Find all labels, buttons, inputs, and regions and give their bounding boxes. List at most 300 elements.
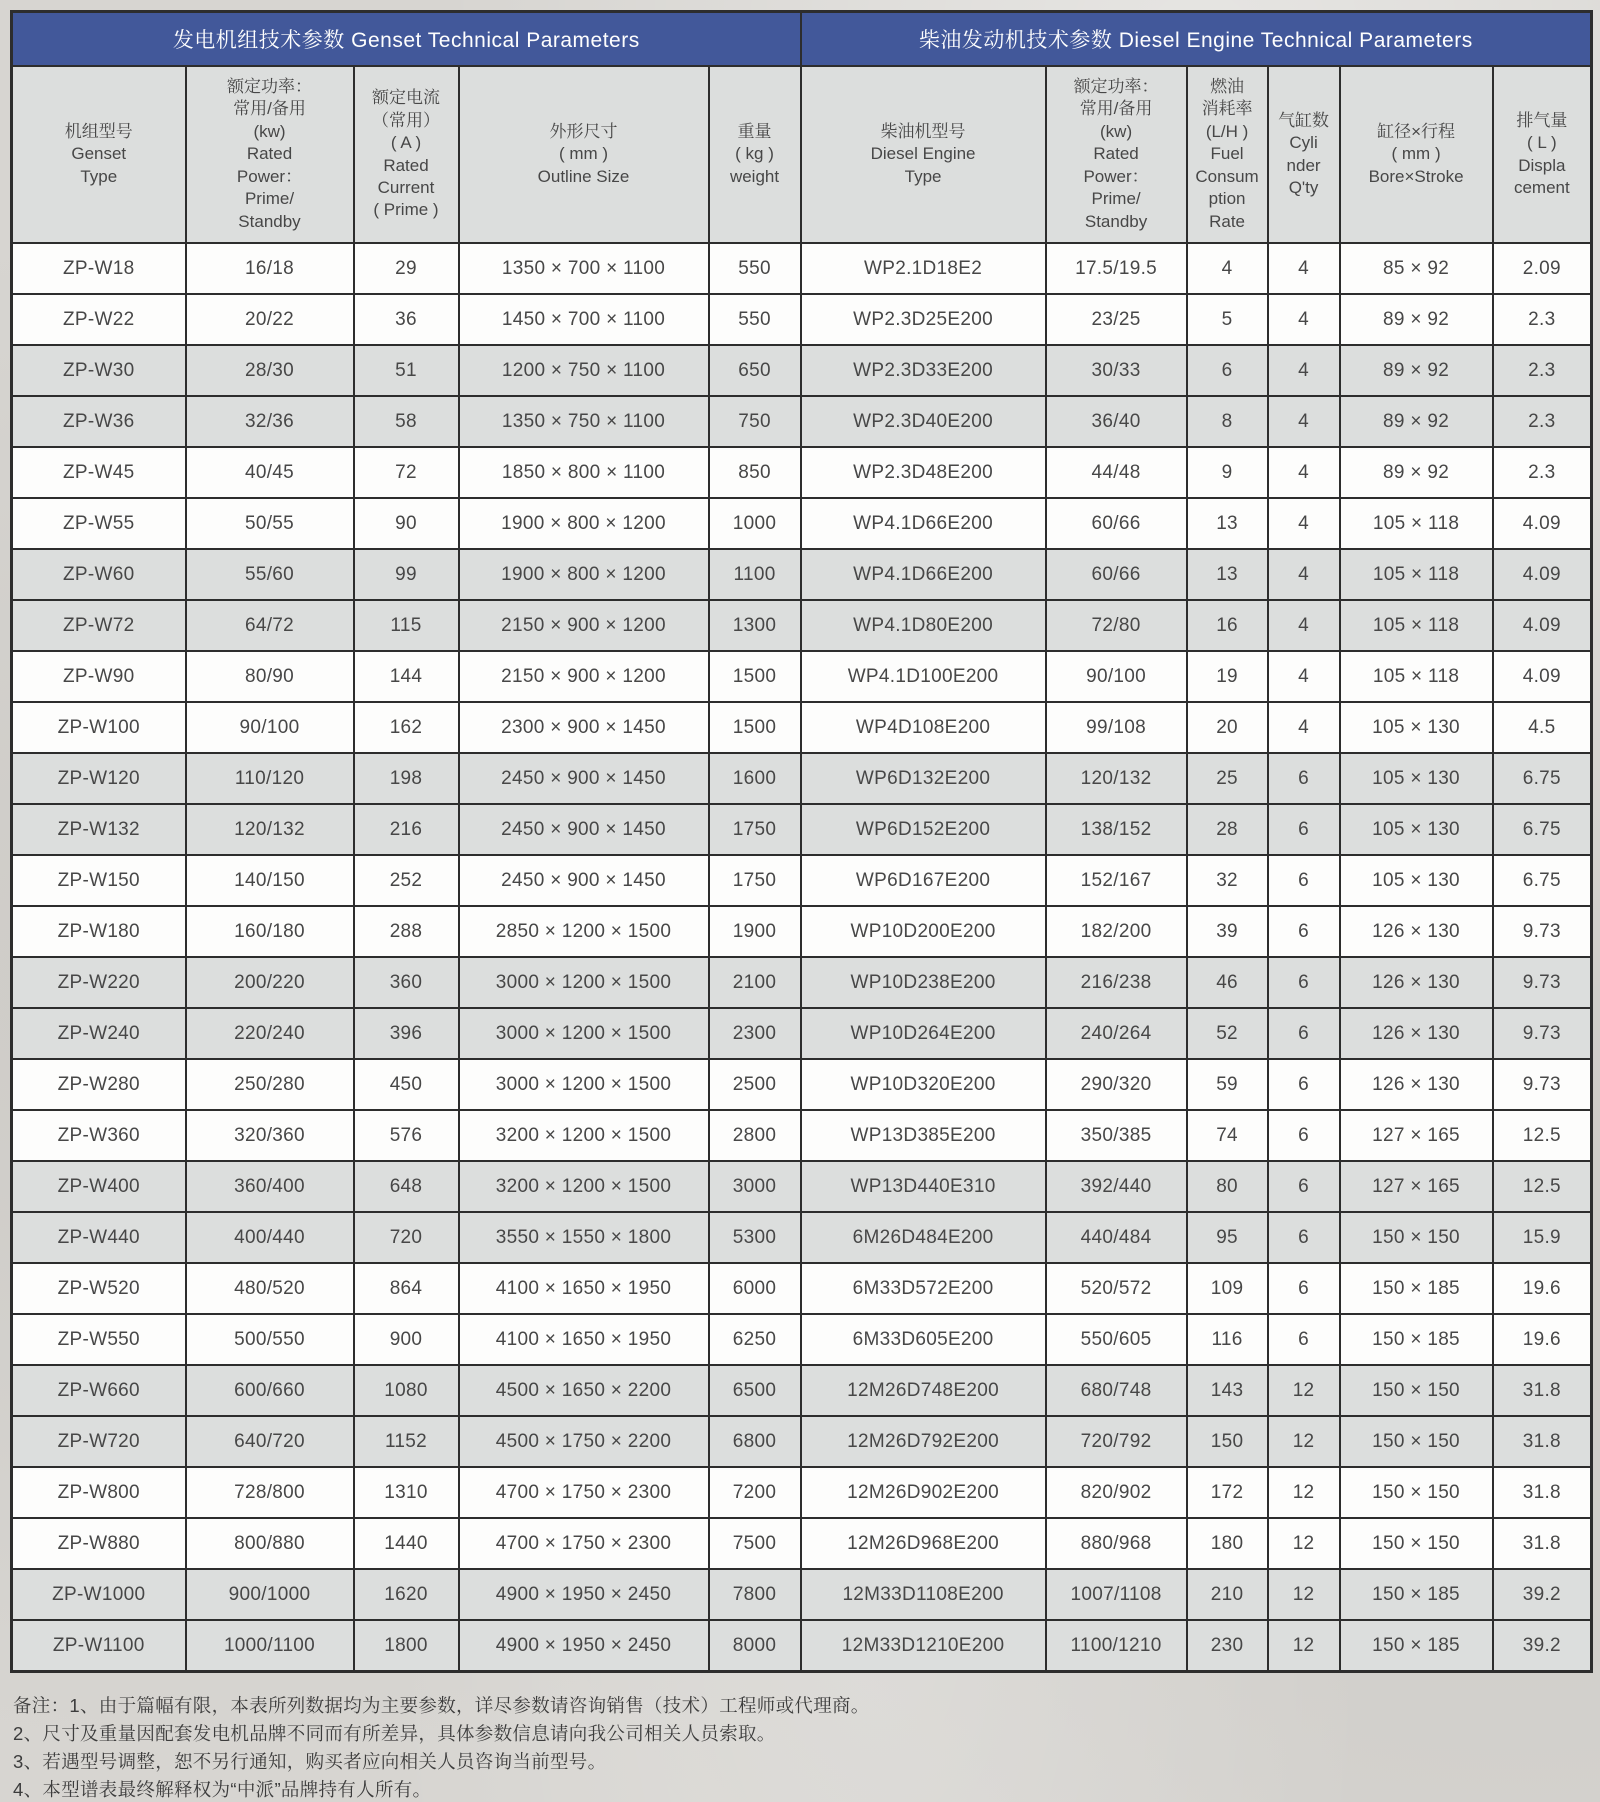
cell-fuel-consumption: 210 bbox=[1187, 1569, 1268, 1620]
genset-section-title: 发电机组技术参数 Genset Technical Parameters bbox=[12, 12, 801, 67]
cell-genset-power: 90/100 bbox=[186, 702, 354, 753]
table-row-zp-w1100 bbox=[12, 1620, 1592, 1672]
cell-weight: 6250 bbox=[709, 1314, 801, 1365]
cell-engine-type: WP10D264E200 bbox=[801, 1008, 1046, 1059]
cell-genset-power: 160/180 bbox=[186, 906, 354, 957]
cell-displacement: 39.2 bbox=[1493, 1569, 1592, 1620]
cell-engine-type: WP2.3D48E200 bbox=[801, 447, 1046, 498]
cell-bore-stroke: 105 × 118 bbox=[1340, 498, 1493, 549]
column-header-line: (kw) bbox=[253, 121, 286, 141]
cell-cylinder-qty: 6 bbox=[1268, 855, 1340, 906]
column-header-genset-power bbox=[186, 66, 354, 243]
cell-genset-type: ZP-W1000 bbox=[12, 1569, 186, 1620]
cell-bore-stroke: 150 × 150 bbox=[1340, 1365, 1493, 1416]
cell-engine-type: WP4D108E200 bbox=[801, 702, 1046, 753]
column-header-line: Outline Size bbox=[537, 166, 630, 186]
cell-genset-type: ZP-W660 bbox=[12, 1365, 186, 1416]
column-header-engine-type bbox=[801, 66, 1046, 243]
cell-fuel-consumption: 13 bbox=[1187, 549, 1268, 600]
cell-engine-power: 120/132 bbox=[1046, 753, 1187, 804]
cell-engine-power: 350/385 bbox=[1046, 1110, 1187, 1161]
cell-outline-size: 1850 × 800 × 1100 bbox=[459, 447, 709, 498]
cell-engine-type: 6M33D605E200 bbox=[801, 1314, 1046, 1365]
table-row-zp-w30 bbox=[12, 345, 1592, 396]
cell-genset-power: 32/36 bbox=[186, 396, 354, 447]
cell-fuel-consumption: 143 bbox=[1187, 1365, 1268, 1416]
cell-engine-type: WP6D152E200 bbox=[801, 804, 1046, 855]
cell-engine-type: 12M26D968E200 bbox=[801, 1518, 1046, 1569]
table-row-zp-w660 bbox=[12, 1365, 1592, 1416]
cell-weight: 6500 bbox=[709, 1365, 801, 1416]
cell-displacement: 6.75 bbox=[1493, 753, 1592, 804]
cell-cylinder-qty: 6 bbox=[1268, 1059, 1340, 1110]
column-header-line: 机组型号 bbox=[64, 121, 133, 141]
cell-rated-current: 198 bbox=[354, 753, 459, 804]
cell-displacement: 4.09 bbox=[1493, 498, 1592, 549]
diesel-engine-section-title: 柴油发动机技术参数 Diesel Engine Technical Parameters bbox=[801, 12, 1592, 67]
cell-weight: 6000 bbox=[709, 1263, 801, 1314]
column-header-line: ( mm ) bbox=[558, 144, 609, 164]
cell-weight: 7200 bbox=[709, 1467, 801, 1518]
cell-genset-power: 55/60 bbox=[186, 549, 354, 600]
cell-weight: 550 bbox=[709, 243, 801, 294]
table-row-zp-w100 bbox=[12, 702, 1592, 753]
cell-cylinder-qty: 6 bbox=[1268, 1314, 1340, 1365]
cell-engine-type: WP6D132E200 bbox=[801, 753, 1046, 804]
cell-genset-power: 728/800 bbox=[186, 1467, 354, 1518]
cell-displacement: 39.2 bbox=[1493, 1620, 1592, 1672]
cell-fuel-consumption: 4 bbox=[1187, 243, 1268, 294]
cell-genset-power: 140/150 bbox=[186, 855, 354, 906]
cell-fuel-consumption: 109 bbox=[1187, 1263, 1268, 1314]
column-header-line: 外形尺寸 bbox=[549, 121, 618, 141]
cell-weight: 750 bbox=[709, 396, 801, 447]
cell-rated-current: 90 bbox=[354, 498, 459, 549]
cell-fuel-consumption: 52 bbox=[1187, 1008, 1268, 1059]
table-row-zp-w150 bbox=[12, 855, 1592, 906]
table-row-zp-w180 bbox=[12, 906, 1592, 957]
cell-bore-stroke: 126 × 130 bbox=[1340, 1008, 1493, 1059]
column-header-rated-current bbox=[354, 66, 459, 243]
column-header-line: ption bbox=[1208, 189, 1246, 209]
cell-genset-power: 900/1000 bbox=[186, 1569, 354, 1620]
cell-cylinder-qty: 12 bbox=[1268, 1569, 1340, 1620]
cell-genset-type: ZP-W550 bbox=[12, 1314, 186, 1365]
footnote-3: 3、若遇型号调整，恕不另行通知，购买者应向相关人员咨询当前型号。 bbox=[13, 1751, 607, 1772]
cell-cylinder-qty: 4 bbox=[1268, 498, 1340, 549]
column-header-line: Current bbox=[377, 177, 435, 197]
cell-engine-type: WP2.3D40E200 bbox=[801, 396, 1046, 447]
cell-cylinder-qty: 4 bbox=[1268, 702, 1340, 753]
cell-genset-type: ZP-W55 bbox=[12, 498, 186, 549]
cell-genset-type: ZP-W45 bbox=[12, 447, 186, 498]
column-header-weight bbox=[709, 66, 801, 243]
cell-cylinder-qty: 4 bbox=[1268, 651, 1340, 702]
cell-outline-size: 4500 × 1750 × 2200 bbox=[459, 1416, 709, 1467]
cell-rated-current: 51 bbox=[354, 345, 459, 396]
cell-cylinder-qty: 4 bbox=[1268, 345, 1340, 396]
table-row-zp-w280 bbox=[12, 1059, 1592, 1110]
cell-displacement: 2.3 bbox=[1493, 294, 1592, 345]
cell-weight: 5300 bbox=[709, 1212, 801, 1263]
cell-cylinder-qty: 12 bbox=[1268, 1620, 1340, 1672]
column-header-outline-size bbox=[459, 66, 709, 243]
cell-fuel-consumption: 95 bbox=[1187, 1212, 1268, 1263]
cell-rated-current: 99 bbox=[354, 549, 459, 600]
table-row-zp-w880 bbox=[12, 1518, 1592, 1569]
cell-genset-power: 400/440 bbox=[186, 1212, 354, 1263]
column-header-line: ( A ) bbox=[390, 133, 422, 153]
cell-engine-power: 820/902 bbox=[1046, 1467, 1187, 1518]
cell-displacement: 4.09 bbox=[1493, 600, 1592, 651]
cell-rated-current: 72 bbox=[354, 447, 459, 498]
cell-weight: 850 bbox=[709, 447, 801, 498]
cell-genset-type: ZP-W36 bbox=[12, 396, 186, 447]
column-header-line: ( kg ) bbox=[735, 144, 774, 164]
cell-bore-stroke: 150 × 150 bbox=[1340, 1416, 1493, 1467]
cell-cylinder-qty: 6 bbox=[1268, 1161, 1340, 1212]
cell-outline-size: 3200 × 1200 × 1500 bbox=[459, 1110, 709, 1161]
column-header-line: 额定功率： bbox=[227, 76, 312, 96]
cell-weight: 2300 bbox=[709, 1008, 801, 1059]
cell-weight: 650 bbox=[709, 345, 801, 396]
cell-genset-power: 28/30 bbox=[186, 345, 354, 396]
cell-rated-current: 864 bbox=[354, 1263, 459, 1314]
cell-bore-stroke: 89 × 92 bbox=[1340, 345, 1493, 396]
cell-engine-type: WP4.1D66E200 bbox=[801, 549, 1046, 600]
cell-engine-power: 36/40 bbox=[1046, 396, 1187, 447]
cell-bore-stroke: 150 × 150 bbox=[1340, 1212, 1493, 1263]
cell-engine-type: WP10D200E200 bbox=[801, 906, 1046, 957]
cell-cylinder-qty: 4 bbox=[1268, 294, 1340, 345]
cell-engine-power: 17.5/19.5 bbox=[1046, 243, 1187, 294]
cell-fuel-consumption: 230 bbox=[1187, 1620, 1268, 1672]
cell-engine-type: 12M33D1210E200 bbox=[801, 1620, 1046, 1672]
column-header-line: Diesel Engine bbox=[870, 144, 976, 164]
table-row-zp-w36 bbox=[12, 396, 1592, 447]
cell-cylinder-qty: 12 bbox=[1268, 1467, 1340, 1518]
cell-cylinder-qty: 6 bbox=[1268, 1008, 1340, 1059]
cell-weight: 3000 bbox=[709, 1161, 801, 1212]
cell-rated-current: 288 bbox=[354, 906, 459, 957]
cell-genset-type: ZP-W400 bbox=[12, 1161, 186, 1212]
cell-engine-type: 6M33D572E200 bbox=[801, 1263, 1046, 1314]
table-row-zp-w1000 bbox=[12, 1569, 1592, 1620]
cell-genset-type: ZP-W60 bbox=[12, 549, 186, 600]
cell-fuel-consumption: 19 bbox=[1187, 651, 1268, 702]
cell-rated-current: 1152 bbox=[354, 1416, 459, 1467]
table-row-zp-w72 bbox=[12, 600, 1592, 651]
footnote-1: 备注：1、由于篇幅有限，本表所列数据均为主要参数，详尽参数请咨询销售（技术）工程师或代理商。 bbox=[13, 1695, 870, 1716]
cell-engine-type: WP2.1D18E2 bbox=[801, 243, 1046, 294]
cell-engine-power: 720/792 bbox=[1046, 1416, 1187, 1467]
cell-engine-type: 12M33D1108E200 bbox=[801, 1569, 1046, 1620]
cell-rated-current: 1440 bbox=[354, 1518, 459, 1569]
cell-displacement: 2.3 bbox=[1493, 447, 1592, 498]
cell-fuel-consumption: 80 bbox=[1187, 1161, 1268, 1212]
cell-bore-stroke: 126 × 130 bbox=[1340, 1059, 1493, 1110]
cell-fuel-consumption: 59 bbox=[1187, 1059, 1268, 1110]
cell-bore-stroke: 105 × 130 bbox=[1340, 753, 1493, 804]
cell-cylinder-qty: 6 bbox=[1268, 753, 1340, 804]
cell-weight: 1500 bbox=[709, 702, 801, 753]
cell-weight: 7800 bbox=[709, 1569, 801, 1620]
cell-displacement: 2.09 bbox=[1493, 243, 1592, 294]
cell-engine-power: 60/66 bbox=[1046, 498, 1187, 549]
cell-bore-stroke: 85 × 92 bbox=[1340, 243, 1493, 294]
cell-fuel-consumption: 180 bbox=[1187, 1518, 1268, 1569]
column-header-line: (kw) bbox=[1100, 121, 1133, 141]
table-row-zp-w55 bbox=[12, 498, 1592, 549]
cell-bore-stroke: 105 × 130 bbox=[1340, 804, 1493, 855]
cell-engine-power: 392/440 bbox=[1046, 1161, 1187, 1212]
cell-weight: 2500 bbox=[709, 1059, 801, 1110]
cell-engine-type: WP4.1D80E200 bbox=[801, 600, 1046, 651]
cell-genset-type: ZP-W72 bbox=[12, 600, 186, 651]
cell-displacement: 2.3 bbox=[1493, 396, 1592, 447]
cell-genset-power: 360/400 bbox=[186, 1161, 354, 1212]
cell-bore-stroke: 105 × 118 bbox=[1340, 549, 1493, 600]
cell-genset-type: ZP-W440 bbox=[12, 1212, 186, 1263]
cell-outline-size: 4900 × 1950 × 2450 bbox=[459, 1569, 709, 1620]
cell-fuel-consumption: 28 bbox=[1187, 804, 1268, 855]
table-row-zp-w90 bbox=[12, 651, 1592, 702]
cell-bore-stroke: 127 × 165 bbox=[1340, 1161, 1493, 1212]
cell-bore-stroke: 150 × 185 bbox=[1340, 1569, 1493, 1620]
cell-outline-size: 3550 × 1550 × 1800 bbox=[459, 1212, 709, 1263]
cell-genset-power: 250/280 bbox=[186, 1059, 354, 1110]
column-header-line: cement bbox=[1513, 177, 1570, 197]
table-row-zp-w45 bbox=[12, 447, 1592, 498]
cell-outline-size: 1350 × 750 × 1100 bbox=[459, 396, 709, 447]
table-row-zp-w440 bbox=[12, 1212, 1592, 1263]
cell-genset-type: ZP-W150 bbox=[12, 855, 186, 906]
cell-fuel-consumption: 8 bbox=[1187, 396, 1268, 447]
cell-engine-power: 216/238 bbox=[1046, 957, 1187, 1008]
cell-outline-size: 2150 × 900 × 1200 bbox=[459, 600, 709, 651]
cell-rated-current: 720 bbox=[354, 1212, 459, 1263]
cell-outline-size: 2850 × 1200 × 1500 bbox=[459, 906, 709, 957]
cell-engine-power: 182/200 bbox=[1046, 906, 1187, 957]
cell-bore-stroke: 89 × 92 bbox=[1340, 447, 1493, 498]
cell-genset-type: ZP-W720 bbox=[12, 1416, 186, 1467]
cell-genset-type: ZP-W360 bbox=[12, 1110, 186, 1161]
cell-engine-power: 138/152 bbox=[1046, 804, 1187, 855]
cell-cylinder-qty: 6 bbox=[1268, 957, 1340, 1008]
cell-outline-size: 1350 × 700 × 1100 bbox=[459, 243, 709, 294]
cell-outline-size: 3000 × 1200 × 1500 bbox=[459, 1008, 709, 1059]
cell-rated-current: 900 bbox=[354, 1314, 459, 1365]
cell-weight: 1600 bbox=[709, 753, 801, 804]
table-row-zp-w22 bbox=[12, 294, 1592, 345]
cell-displacement: 31.8 bbox=[1493, 1467, 1592, 1518]
footnote-4: 4、本型谱表最终解释权为“中派”品牌持有人所有。 bbox=[13, 1779, 432, 1800]
cell-displacement: 4.09 bbox=[1493, 549, 1592, 600]
cell-rated-current: 1800 bbox=[354, 1620, 459, 1672]
table-row-zp-w120 bbox=[12, 753, 1592, 804]
cell-genset-power: 600/660 bbox=[186, 1365, 354, 1416]
table-row-zp-w220 bbox=[12, 957, 1592, 1008]
footnote-2: 2、尺寸及重量因配套发电机品牌不同而有所差异，具体参数信息请向我公司相关人员索取。 bbox=[13, 1723, 776, 1744]
column-header-line: Type bbox=[904, 166, 942, 186]
cell-genset-type: ZP-W120 bbox=[12, 753, 186, 804]
cell-fuel-consumption: 25 bbox=[1187, 753, 1268, 804]
cell-genset-type: ZP-W520 bbox=[12, 1263, 186, 1314]
footnotes bbox=[13, 1692, 1583, 1802]
cell-engine-power: 23/25 bbox=[1046, 294, 1187, 345]
column-header-line: 额定功率： bbox=[1073, 76, 1159, 96]
cell-rated-current: 396 bbox=[354, 1008, 459, 1059]
column-header-line: ( L ) bbox=[1527, 133, 1557, 153]
cell-bore-stroke: 150 × 185 bbox=[1340, 1620, 1493, 1672]
column-header-line: Standby bbox=[238, 211, 301, 231]
column-header-row bbox=[12, 66, 1592, 243]
cell-fuel-consumption: 172 bbox=[1187, 1467, 1268, 1518]
column-header-engine-power bbox=[1046, 66, 1187, 243]
column-header-line: ( Prime ) bbox=[373, 200, 439, 220]
cell-bore-stroke: 126 × 130 bbox=[1340, 957, 1493, 1008]
column-header-line: Prime/ bbox=[244, 189, 295, 209]
column-header-line: weight bbox=[729, 166, 780, 186]
cell-outline-size: 2450 × 900 × 1450 bbox=[459, 855, 709, 906]
column-header-line: Power： bbox=[236, 166, 303, 186]
column-header-line: Displa bbox=[1518, 155, 1566, 175]
cell-cylinder-qty: 12 bbox=[1268, 1416, 1340, 1467]
cell-genset-type: ZP-W90 bbox=[12, 651, 186, 702]
cell-outline-size: 1900 × 800 × 1200 bbox=[459, 498, 709, 549]
cell-rated-current: 144 bbox=[354, 651, 459, 702]
column-header-line: 重量 bbox=[737, 121, 772, 141]
column-header-displacement bbox=[1493, 66, 1592, 243]
table-row-zp-w360 bbox=[12, 1110, 1592, 1161]
cell-displacement: 9.73 bbox=[1493, 906, 1592, 957]
cell-displacement: 9.73 bbox=[1493, 1008, 1592, 1059]
cell-displacement: 12.5 bbox=[1493, 1161, 1592, 1212]
cell-cylinder-qty: 6 bbox=[1268, 1212, 1340, 1263]
cell-weight: 2800 bbox=[709, 1110, 801, 1161]
cell-displacement: 2.3 bbox=[1493, 345, 1592, 396]
cell-fuel-consumption: 32 bbox=[1187, 855, 1268, 906]
cell-engine-type: WP6D167E200 bbox=[801, 855, 1046, 906]
cell-engine-power: 550/605 bbox=[1046, 1314, 1187, 1365]
cell-outline-size: 2450 × 900 × 1450 bbox=[459, 804, 709, 855]
cell-cylinder-qty: 4 bbox=[1268, 396, 1340, 447]
column-header-line: Type bbox=[80, 166, 118, 186]
column-header-line: 额定电流 bbox=[372, 88, 440, 108]
cell-outline-size: 3000 × 1200 × 1500 bbox=[459, 957, 709, 1008]
cell-cylinder-qty: 4 bbox=[1268, 447, 1340, 498]
cell-cylinder-qty: 4 bbox=[1268, 600, 1340, 651]
cell-cylinder-qty: 6 bbox=[1268, 1263, 1340, 1314]
cell-genset-power: 80/90 bbox=[186, 651, 354, 702]
table-row-zp-w132 bbox=[12, 804, 1592, 855]
cell-engine-power: 880/968 bbox=[1046, 1518, 1187, 1569]
cell-bore-stroke: 150 × 185 bbox=[1340, 1314, 1493, 1365]
column-header-cylinder-qty bbox=[1268, 66, 1340, 243]
column-header-bore-stroke bbox=[1340, 66, 1493, 243]
cell-displacement: 6.75 bbox=[1493, 804, 1592, 855]
cell-genset-power: 1000/1100 bbox=[186, 1620, 354, 1672]
cell-engine-power: 90/100 bbox=[1046, 651, 1187, 702]
cell-fuel-consumption: 6 bbox=[1187, 345, 1268, 396]
cell-outline-size: 1200 × 750 × 1100 bbox=[459, 345, 709, 396]
cell-weight: 7500 bbox=[709, 1518, 801, 1569]
cell-bore-stroke: 127 × 165 bbox=[1340, 1110, 1493, 1161]
table-row-zp-w520 bbox=[12, 1263, 1592, 1314]
cell-genset-type: ZP-W18 bbox=[12, 243, 186, 294]
cell-fuel-consumption: 5 bbox=[1187, 294, 1268, 345]
cell-rated-current: 36 bbox=[354, 294, 459, 345]
table-body bbox=[12, 243, 1592, 1672]
cell-genset-power: 220/240 bbox=[186, 1008, 354, 1059]
cell-genset-type: ZP-W30 bbox=[12, 345, 186, 396]
cell-rated-current: 450 bbox=[354, 1059, 459, 1110]
cell-fuel-consumption: 150 bbox=[1187, 1416, 1268, 1467]
cell-fuel-consumption: 20 bbox=[1187, 702, 1268, 753]
cell-outline-size: 4700 × 1750 × 2300 bbox=[459, 1467, 709, 1518]
cell-rated-current: 162 bbox=[354, 702, 459, 753]
cell-displacement: 4.5 bbox=[1493, 702, 1592, 753]
cell-displacement: 31.8 bbox=[1493, 1518, 1592, 1569]
cell-outline-size: 3200 × 1200 × 1500 bbox=[459, 1161, 709, 1212]
cell-engine-type: WP10D320E200 bbox=[801, 1059, 1046, 1110]
column-header-line: Prime/ bbox=[1091, 189, 1141, 209]
column-header-line: 常用/备用 bbox=[233, 99, 306, 119]
cell-displacement: 15.9 bbox=[1493, 1212, 1592, 1263]
cell-genset-type: ZP-W280 bbox=[12, 1059, 186, 1110]
cell-engine-power: 30/33 bbox=[1046, 345, 1187, 396]
column-header-line: ( mm ) bbox=[1391, 144, 1441, 164]
cell-weight: 1750 bbox=[709, 804, 801, 855]
cell-rated-current: 576 bbox=[354, 1110, 459, 1161]
cell-fuel-consumption: 74 bbox=[1187, 1110, 1268, 1161]
cell-outline-size: 4900 × 1950 × 2450 bbox=[459, 1620, 709, 1672]
table-row-zp-w550 bbox=[12, 1314, 1592, 1365]
cell-engine-power: 72/80 bbox=[1046, 600, 1187, 651]
cell-displacement: 12.5 bbox=[1493, 1110, 1592, 1161]
cell-bore-stroke: 105 × 130 bbox=[1340, 855, 1493, 906]
cell-engine-power: 680/748 bbox=[1046, 1365, 1187, 1416]
cell-genset-power: 480/520 bbox=[186, 1263, 354, 1314]
cell-displacement: 19.6 bbox=[1493, 1314, 1592, 1365]
cell-weight: 2100 bbox=[709, 957, 801, 1008]
cell-engine-type: 12M26D792E200 bbox=[801, 1416, 1046, 1467]
cell-genset-type: ZP-W180 bbox=[12, 906, 186, 957]
column-header-line: Cyli bbox=[1289, 133, 1318, 153]
cell-displacement: 9.73 bbox=[1493, 1059, 1592, 1110]
cell-rated-current: 216 bbox=[354, 804, 459, 855]
cell-fuel-consumption: 116 bbox=[1187, 1314, 1268, 1365]
cell-rated-current: 360 bbox=[354, 957, 459, 1008]
cell-cylinder-qty: 6 bbox=[1268, 906, 1340, 957]
cell-outline-size: 4500 × 1650 × 2200 bbox=[459, 1365, 709, 1416]
cell-genset-type: ZP-W800 bbox=[12, 1467, 186, 1518]
cell-engine-power: 44/48 bbox=[1046, 447, 1187, 498]
cell-bore-stroke: 150 × 150 bbox=[1340, 1467, 1493, 1518]
cell-cylinder-qty: 6 bbox=[1268, 804, 1340, 855]
cell-genset-power: 640/720 bbox=[186, 1416, 354, 1467]
table-row-zp-w400 bbox=[12, 1161, 1592, 1212]
cell-engine-type: WP2.3D33E200 bbox=[801, 345, 1046, 396]
cell-engine-power: 152/167 bbox=[1046, 855, 1187, 906]
cell-bore-stroke: 126 × 130 bbox=[1340, 906, 1493, 957]
column-header-line: Rate bbox=[1209, 211, 1246, 231]
cell-weight: 1750 bbox=[709, 855, 801, 906]
cell-engine-power: 290/320 bbox=[1046, 1059, 1187, 1110]
cell-weight: 1300 bbox=[709, 600, 801, 651]
column-header-line: Fuel bbox=[1210, 144, 1244, 164]
column-header-line: Bore×Stroke bbox=[1368, 166, 1464, 186]
